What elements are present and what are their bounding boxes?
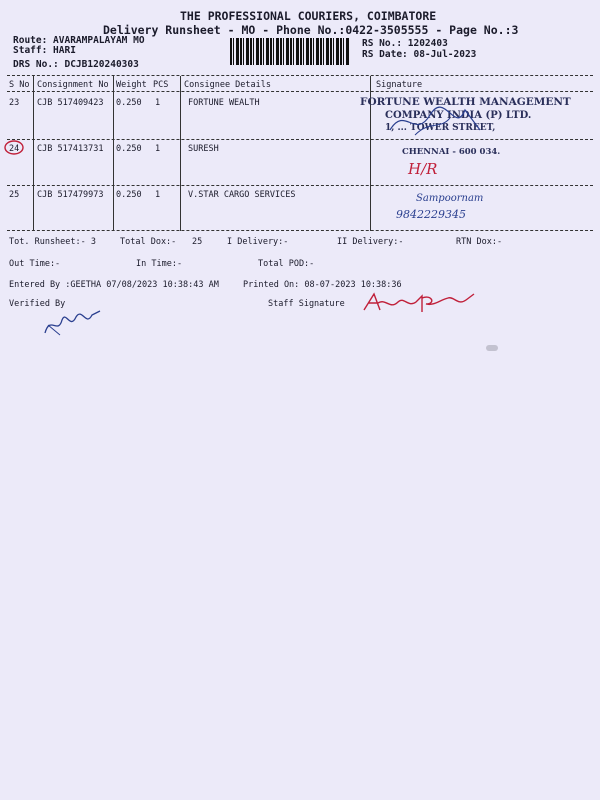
column-divider	[180, 76, 181, 231]
rs-date: RS Date: 08-Jul-2023	[362, 49, 477, 60]
row-weight: 0.250	[116, 190, 142, 200]
col-header-consignee: Consignee Details	[184, 80, 271, 90]
handwritten-mark: H/R	[408, 160, 438, 178]
row-pcs: 1	[155, 98, 161, 108]
rtn-dox-label: RTN Dox:-	[456, 237, 503, 247]
row-weight: 0.250	[116, 98, 142, 108]
table-top-rule	[7, 75, 593, 76]
staff-signature-label: Staff Signature	[268, 299, 345, 309]
total-runsheet: Tot. Runsheet:- 3	[9, 237, 96, 247]
stamp-line: COMPANY INDIA (P) LTD.	[385, 110, 532, 121]
stamp-line: FORTUNE WEALTH MANAGEMENT	[360, 96, 571, 108]
col-header-weight: Weight	[116, 80, 147, 90]
circle-mark-icon	[3, 139, 25, 156]
row-consignee: FORTUNE WEALTH	[188, 98, 260, 108]
staff-signature-icon	[360, 288, 480, 318]
table-bottom-rule	[7, 230, 593, 231]
route-label: Route: AVARAMPALAYAM MO	[13, 35, 145, 46]
row-rule	[7, 185, 593, 186]
row-consignee: SURESH	[188, 144, 219, 154]
row-consignment: CJB 517413731	[37, 144, 104, 154]
row-consignee: V.STAR CARGO SERVICES	[188, 190, 296, 200]
row-pcs: 1	[155, 190, 161, 200]
col-header-signature: Signature	[376, 80, 423, 90]
row-sno: 23	[9, 98, 20, 108]
row-consignment: CJB 517409423	[37, 98, 104, 108]
total-dox-label: Total Dox:-	[120, 237, 177, 247]
row-sno: 24	[9, 144, 20, 154]
column-divider	[33, 76, 34, 231]
row-sno: 25	[9, 190, 20, 200]
handwritten-name: Sampoornam	[416, 193, 484, 204]
header-bottom-rule	[7, 91, 593, 92]
scribble-signature-icon	[385, 100, 485, 145]
entered-by: Entered By :GEETHA 07/08/2023 10:38:43 AM	[9, 280, 219, 290]
row-rule	[7, 139, 593, 140]
staff-label: Staff: HARI	[13, 45, 76, 56]
stamp-line: 1, ... TOWER STREET,	[385, 123, 496, 133]
col-header-pcs: PCS	[153, 80, 169, 90]
col-header-consignment: Consignment No	[37, 80, 109, 90]
runsheet-subtitle: Delivery Runsheet - MO - Phone No.:0422-3505555 - Page No.:3	[103, 23, 519, 37]
barcode	[230, 38, 350, 65]
verified-signature-icon	[40, 305, 110, 340]
smudge-mark	[486, 345, 498, 351]
rs-number: RS No.: 1202403	[362, 38, 448, 49]
company-title: THE PROFESSIONAL COURIERS, COIMBATORE	[180, 9, 437, 23]
i-delivery-label: I Delivery:-	[227, 237, 289, 247]
total-dox-value: 25	[192, 237, 203, 247]
stamp-line: CHENNAI - 600 034.	[402, 147, 501, 157]
handwritten-phone: 9842229345	[396, 208, 466, 221]
column-divider	[113, 76, 114, 231]
col-header-sno: S No	[9, 80, 30, 90]
row-pcs: 1	[155, 144, 161, 154]
out-time-label: Out Time:-	[9, 259, 61, 269]
printed-on: Printed On: 08-07-2023 10:38:36	[243, 280, 402, 290]
verified-by-label: Verified By	[9, 299, 66, 309]
row-consignment: CJB 517479973	[37, 190, 104, 200]
row-weight: 0.250	[116, 144, 142, 154]
ii-delivery-label: II Delivery:-	[337, 237, 404, 247]
total-pod-label: Total POD:-	[258, 259, 315, 269]
drs-number: DRS No.: DCJB120240303	[13, 59, 139, 70]
in-time-label: In Time:-	[136, 259, 183, 269]
